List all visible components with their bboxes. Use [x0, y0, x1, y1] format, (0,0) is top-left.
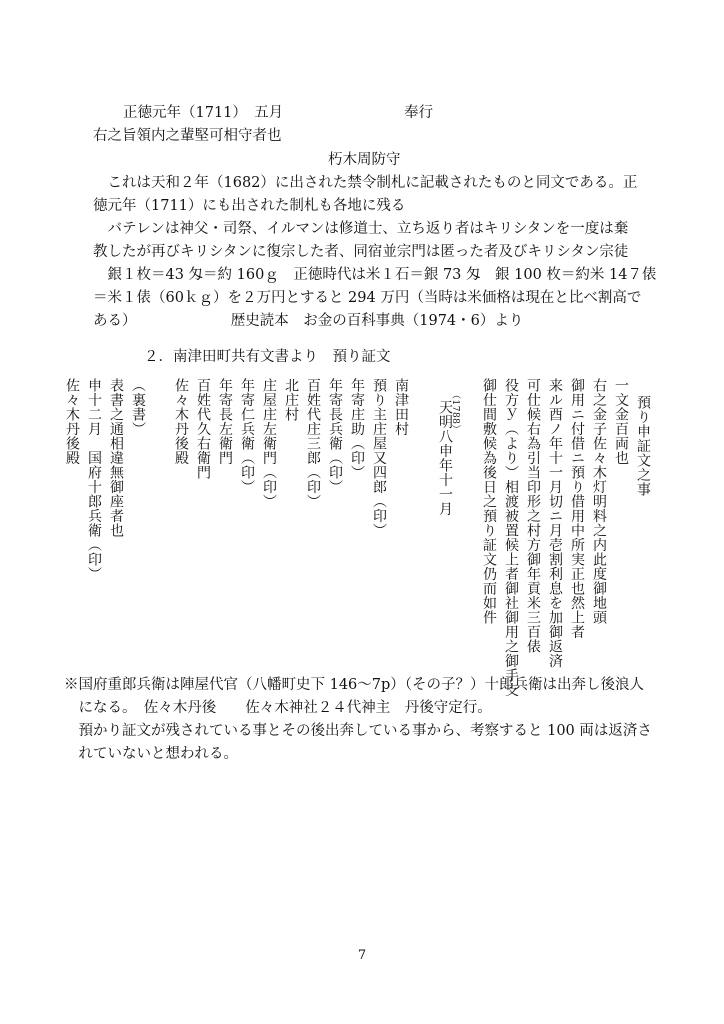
note-line: ※国府重郎兵衛は陣屋代官（八幡町史下 146～7p）（その子？）十郎兵衛は出奔し後浪人 — [64, 677, 645, 693]
vertical-column: 北庄村 — [283, 378, 299, 422]
body-line: 徳元年（1711）にも出された制札も各地に残る — [93, 198, 406, 214]
vertical-column: 預り申証文之事 — [635, 395, 651, 497]
body-line: これは天和２年（1682）に出された禁令制札に記載されたものと同文である。正 — [93, 175, 638, 191]
body-line: バテレンは神父・司祭、イルマンは修道士、立ち返り者はキリシタンを一度は棄 — [93, 221, 629, 237]
vertical-column: 天明八申年十一月 — [437, 400, 453, 516]
vertical-column: 年寄長兵衛（印） — [327, 378, 343, 494]
vertical-column: 庄屋庄左衛門（印） — [261, 378, 277, 509]
vertical-column: 来ル酉ノ年十一月切ニ月壱割利息を加御返済 — [547, 378, 563, 668]
vertical-column: 右之金子佐々木灯明料之内此度御地頭 — [591, 378, 607, 625]
body-line: ある） 歴史読本 お金の百科事典（1974・6）より — [93, 313, 524, 329]
body-line: ＝米１俵（60ｋｇ）を２万円とすると 294 万円（当時は米価格は現在と比べ割高で — [93, 290, 642, 306]
vertical-column: 御仕間敷候為後日之預り証文仍而如件 — [481, 378, 497, 625]
vertical-column: 可仕候右為引当印形之村方御年貢米三百俵 — [525, 378, 541, 654]
vertical-column: 年寄仁兵衛（印） — [239, 378, 255, 494]
vertical-column: 申十二月 国府十郎兵衛（印） — [86, 378, 102, 581]
signatory: 朽木周防守 — [328, 152, 401, 168]
vertical-column: 佐々木丹後殿 — [64, 378, 80, 465]
bugyo-label: 奉行 — [404, 105, 433, 121]
section-heading: ２．南津田町共有文書より 預り証文 — [144, 349, 391, 365]
vertical-column: 役方ｙ（より）相渡被置候上者御社御用之御手支 — [503, 378, 519, 697]
body-line: 教したが再びキリシタンに復宗した者、同宿並宗門は匿った者及びキリシタン宗徒 — [93, 244, 629, 260]
vertical-column: 百姓代久右衛門 — [195, 378, 211, 480]
note-line: になる。 佐々木丹後 佐々木神社２４代神主 丹後守定行。 — [64, 700, 492, 716]
vertical-column: 預り主庄屋又四郎（印） — [371, 378, 387, 538]
vertical-column: （裏書） — [130, 378, 146, 436]
vertical-column: 年寄庄助（印） — [349, 378, 365, 480]
body-line: 銀１枚＝43 匁＝約 160ｇ 正徳時代は米１石＝銀 73 匁 銀 100 枚＝約米 14７俵 — [93, 267, 657, 283]
note-line: 預かり証文が残されている事とその後出奔している事から、考察すると 100 両は返済さ — [64, 723, 652, 739]
vertical-column: 御用ニ付借ニ預り借用中所実正也然上者 — [569, 378, 585, 639]
decree-date: 正徳元年（1711） 五月 — [123, 105, 284, 121]
vertical-column: 一文金百両也 — [613, 378, 629, 465]
vertical-column: 百姓代庄三郎（印） — [305, 378, 321, 509]
vertical-column: （1788） — [450, 390, 460, 434]
edict-text: 右之旨領内之輩堅可相守者也 — [93, 128, 282, 144]
vertical-column: 年寄長左衛門 — [217, 378, 233, 465]
page-number: 7 — [357, 948, 367, 963]
note-line: れていないと想われる。 — [64, 746, 238, 762]
vertical-column: 佐々木丹後殿 — [173, 378, 189, 465]
vertical-column: 南津田村 — [393, 378, 409, 436]
vertical-column: 表書之通相違無御座者也 — [108, 378, 124, 538]
